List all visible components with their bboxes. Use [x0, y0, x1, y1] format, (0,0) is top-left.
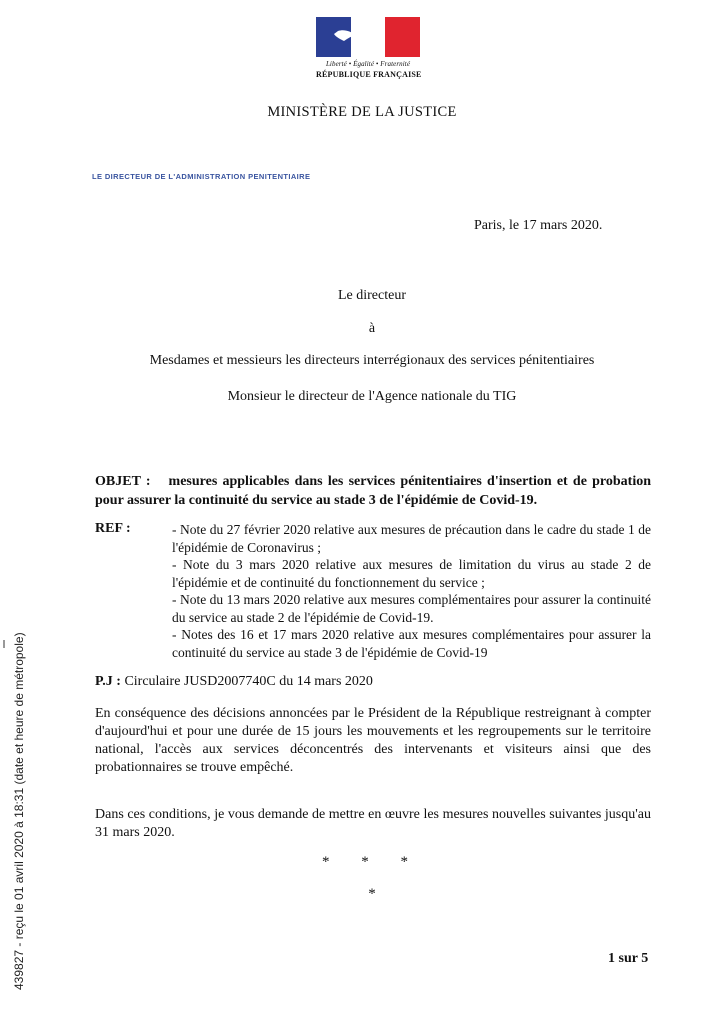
objet-label: OBJET : — [95, 474, 151, 489]
place-date: Paris, le 17 mars 2020. — [474, 218, 603, 233]
marianne-logo — [316, 17, 420, 81]
separator-stars: * * * — [322, 854, 422, 870]
objet-text: mesures applicables dans les services pénitentiaires d'insertion et de probation pour assurer la continuité du service au stade 3 de l'épidémie de Covid-19. — [95, 474, 651, 508]
republic-label: RÉPUBLIQUE FRANÇAISE — [316, 70, 422, 79]
separator-star: * — [368, 886, 376, 902]
ref-item: - Note du 27 février 2020 relative aux mesures de précaution dans le cadre du stade 1 de l'épidémie de Coronavirus ; — [172, 522, 651, 555]
attachment-label: P.J : — [95, 674, 121, 689]
ref-item: - Notes des 16 et 17 mars 2020 relative aux mesures complémentaires pour assurer la continuité du service au stade 3 de l'épidémie de Covid-19 — [172, 627, 651, 660]
addressee-2: Monsieur le directeur de l'Agence nationale du TIG — [227, 389, 517, 404]
reception-stamp: 439827 - reçu le 01 avril 2020 à 18:31 (date et heure de métropole) — [12, 632, 26, 990]
motto: Liberté • Égalité • Fraternité — [325, 60, 411, 68]
ref-label: REF : — [95, 521, 131, 536]
body-paragraph-1: En conséquence des décisions annoncées par le Président de la République restreignant à compter d'aujourd'hui et pour une durée de 15 jours les mouvements et les regroupements sur le territoire national, l'accès aux services déconcentrés des intervenants et visiteurs ainsi que des probationnaires se trouve empêché. — [95, 706, 651, 775]
attachment-line — [95, 674, 373, 690]
ref-item: - Note du 3 mars 2020 relative aux mesures de limitation du virus au stade 2 de l'épidémie et de continuité du fonctionnement du service ; — [172, 557, 651, 590]
ministry-title: MINISTÈRE DE LA JUSTICE — [267, 104, 457, 120]
objet-block — [95, 472, 651, 510]
sender: LE DIRECTEUR DE L'ADMINISTRATION PENITENTIAIRE — [92, 172, 311, 181]
ref-list — [172, 521, 651, 661]
marianne-flag-icon — [316, 17, 420, 57]
scan-mark — [3, 640, 5, 648]
ref-item: - Note du 13 mars 2020 relative aux mesures complémentaires pour assurer la continuité du service au stade 2 de l'épidémie de Covid-19. — [172, 592, 651, 625]
attachment-text: Circulaire JUSD2007740C du 14 mars 2020 — [124, 674, 373, 689]
to-line: à — [368, 321, 376, 336]
addressee-1: Mesdames et messieurs les directeurs interrégionaux des services pénitentiaires — [149, 353, 595, 368]
body-paragraph-2: Dans ces conditions, je vous demande de mettre en œuvre les mesures nouvelles suivantes jusqu'au 31 mars 2020. — [95, 807, 651, 840]
page-number: 1 sur 5 — [608, 951, 649, 966]
sender-line: Le directeur — [337, 288, 406, 303]
